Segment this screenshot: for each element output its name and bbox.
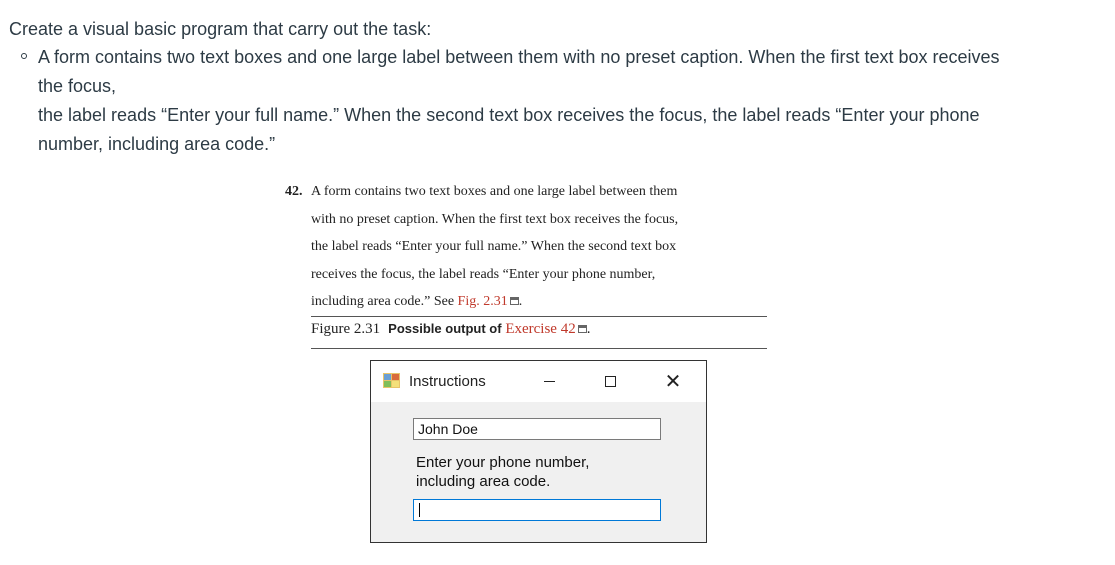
exercise-line: receives the focus, the label reads “Enter your phone number, — [311, 266, 656, 282]
exercise-line: the label reads “Enter your full name.” When the second text box — [311, 239, 677, 254]
exercise-text — [311, 178, 767, 316]
prompt-label: Enter your phone number, including area code. — [416, 454, 590, 490]
figure-number: Figure 2.31 — [311, 321, 381, 337]
question-list — [9, 43, 1109, 159]
minimize-icon — [544, 381, 555, 382]
maximize-icon — [605, 376, 616, 387]
exercise-line: A form contains two text boxes and one large label between them — [311, 184, 678, 199]
question-bullet-item — [9, 43, 1109, 159]
question-line: A form contains two text boxes and one large label between them with no preset caption. When the first text box receives — [38, 47, 1000, 67]
close-icon: ✕ — [664, 369, 682, 393]
figure-suffix: . — [586, 321, 591, 337]
question-line: the label reads “Enter your full name.” When the second text box receives the focus, the label reads “Enter your phone — [38, 105, 980, 125]
title-bar[interactable] — [371, 361, 706, 402]
exercise-line-last — [311, 288, 767, 316]
external-link-icon[interactable] — [510, 297, 519, 305]
form-app-icon — [383, 373, 400, 388]
window-title: Instructions — [409, 373, 486, 390]
caption-bottom-rule — [311, 348, 767, 349]
exercise-line: with no preset caption. When the first text box receives the focus, — [311, 211, 679, 227]
figure-description: Possible output of — [388, 321, 502, 336]
text-caret — [419, 503, 420, 517]
figure-ref-link[interactable]: Fig. 2.31 — [457, 294, 508, 309]
close-button[interactable] — [657, 369, 689, 395]
question-line: number, including area code.” — [38, 134, 276, 154]
exercise-link[interactable]: Exercise 42 — [505, 321, 576, 337]
form-client-area — [371, 402, 706, 542]
external-link-icon[interactable] — [578, 325, 587, 333]
ref-suffix: . — [518, 294, 523, 309]
instructions-window — [370, 360, 707, 543]
question-line: the focus, — [38, 76, 117, 96]
exercise-number: 42. — [285, 184, 303, 199]
minimize-button[interactable] — [533, 369, 565, 395]
caption-top-rule — [311, 316, 767, 317]
exercise-line-text: including area code.” See — [311, 294, 455, 309]
bullet-icon — [21, 53, 27, 59]
full-name-textbox[interactable]: John Doe — [413, 418, 661, 440]
maximize-button[interactable] — [595, 369, 627, 395]
figure-caption — [311, 321, 590, 338]
question-intro: Create a visual basic program that carry out the task: — [9, 19, 432, 39]
phone-textbox[interactable] — [413, 499, 661, 521]
